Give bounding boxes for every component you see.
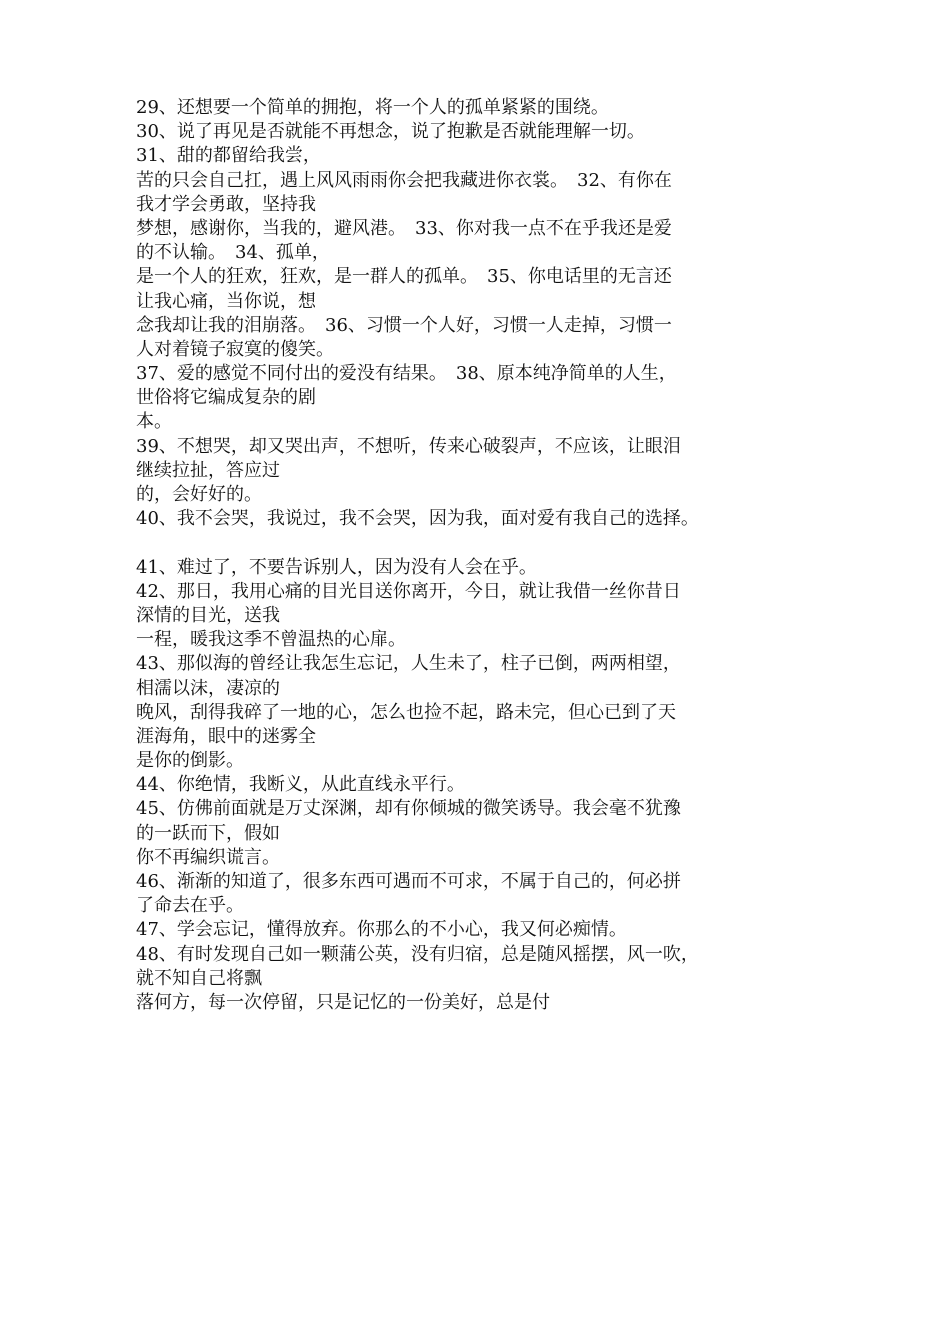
text-line: 47、学会忘记，懂得放弃。你那么的不小心，我又何必痴情。 (136, 919, 627, 941)
text-line: 了命去在乎。 (136, 895, 244, 917)
text-line: 世俗将它编成复杂的剧 (136, 387, 316, 409)
text-line: 31、甜的都留给我尝， (136, 145, 321, 167)
text-line: 43、那似海的曾经让我怎生忘记，人生未了，柱子已倒，两两相望， (136, 653, 681, 675)
text-line: 落何方，每一次停留，只是记忆的一份美好，总是付 (136, 991, 550, 1013)
text-line: 的，会好好的。 (136, 484, 262, 505)
text-line: 是你的倒影。 (136, 750, 244, 772)
text-line: 48、有时发现自己如一颗蒲公英，没有归宿，总是随风摇摆，风一吹， (136, 943, 699, 965)
text-line: 晚风，刮得我碎了一地的心，怎么也捡不起，路未完，但心已到了天 (136, 701, 676, 723)
text-line: 苦的只会自己扛，遇上风风雨雨你会把我藏进你衣裳。 32、有你在 (136, 169, 672, 191)
text-line: 40、我不会哭，我说过，我不会哭，因为我，面对爱有我自己的选择。 (136, 508, 699, 530)
text-line: 的一跃而下，假如 (136, 822, 280, 844)
text-line: 就不知自己将飘 (136, 967, 262, 989)
text-line: 深情的目光，送我 (136, 604, 280, 626)
text-line: 继续拉扯，答应过 (136, 459, 280, 481)
text-line: 让我心痛，当你说，想 (136, 290, 316, 312)
text-line: 念我却让我的泪崩落。 36、习惯一个人好，习惯一人走掉，习惯一 (136, 314, 672, 336)
text-line: 30、说了再见是否就能不再想念，说了抱歉是否就能理解一切。 (136, 121, 645, 143)
blank-line (136, 531, 836, 555)
document-page (136, 96, 836, 1015)
text-line: 42、那日，我用心痛的目光目送你离开，今日，就让我借一丝你昔日 (136, 580, 681, 602)
text-line: 我才学会勇敢，坚持我 (136, 193, 316, 215)
text-line: 梦想，感谢你，当我的，避风港。 33、你对我一点不在乎我还是爱 (136, 217, 672, 239)
text-line: 是一个人的狂欢，狂欢，是一群人的孤单。 35、你电话里的无言还 (136, 266, 672, 288)
text-line: 你不再编织谎言。 (136, 846, 280, 868)
text-line: 44、你绝情，我断义，从此直线永平行。 (136, 774, 465, 796)
text-line: 29、还想要一个简单的拥抱，将一个人的孤单紧紧的围绕。 (136, 97, 609, 118)
text-line: 46、渐渐的知道了，很多东西可遇而不可求，不属于自己的，何必拼 (136, 871, 681, 892)
text-line: 相濡以沫，凄凉的 (136, 677, 280, 699)
text-line: 39、不想哭，却又哭出声，不想听，传来心破裂声，不应该，让眼泪 (136, 435, 681, 457)
text-line: 的不认输。 34、孤单， (136, 242, 330, 264)
text-line: 45、仿佛前面就是万丈深渊，却有你倾城的微笑诱导。我会毫不犹豫 (136, 798, 681, 820)
text-line: 37、爱的感觉不同付出的爱没有结果。 38、原本纯净简单的人生， (136, 363, 677, 385)
text-line: 涯海角，眼中的迷雾全 (136, 725, 316, 747)
text-line: 一程，暖我这季不曾温热的心扉。 (136, 629, 406, 651)
text-line: 人对着镜子寂寞的傻笑。 (136, 338, 334, 360)
text-line: 本。 (136, 411, 172, 433)
text-line: 41、难过了，不要告诉别人，因为没有人会在乎。 (136, 556, 537, 578)
